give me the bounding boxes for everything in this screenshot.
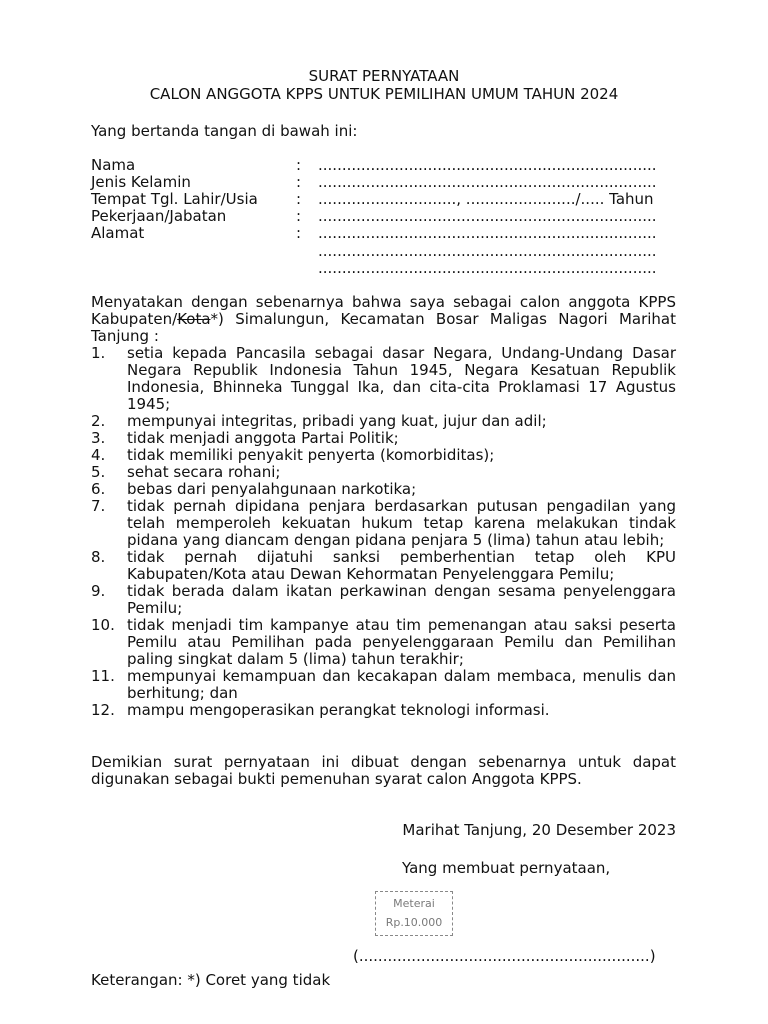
field-label: Jenis Kelamin xyxy=(91,173,191,191)
signature-line: (.............................................................) xyxy=(353,947,656,965)
field-colon: : xyxy=(296,207,302,225)
list-number: 11. xyxy=(91,667,115,685)
list-number: 5. xyxy=(91,463,106,481)
field-colon: : xyxy=(296,156,302,174)
closing-paragraph: Demikian surat pernyataan ini dibuat dengan sebenarnya untuk dapat digunakan sebagai bukti pemenuhan syarat calon Anggota KPPS. xyxy=(91,753,676,788)
list-text: mempunyai kemampuan dan kecakapan dalam membaca, menulis dan berhitung; dan xyxy=(127,667,676,702)
list-text: tidak memiliki penyakit penyerta (komorbiditas); xyxy=(127,446,495,464)
field-colon: : xyxy=(296,173,302,191)
place-date: Marihat Tanjung, 20 Desember 2023 xyxy=(402,821,676,839)
list-text: tidak menjadi anggota Partai Politik; xyxy=(127,429,399,447)
address-line: ....................................................................... xyxy=(318,259,657,277)
list-text: tidak menjadi tim kampanye atau tim pemenangan atau saksi peserta Pemilu atau Pemilihan pada penyelenggaraan Pemilu dan Pemilihan paling singkat dalam 5 (lima) tahun terakhir; xyxy=(127,616,676,668)
field-label: Pekerjaan/Jabatan xyxy=(91,207,227,225)
list-number: 7. xyxy=(91,497,106,515)
field-colon: : xyxy=(296,224,302,242)
list-item xyxy=(91,345,676,413)
field-value: ....................................................................... xyxy=(318,156,657,174)
field-colon: : xyxy=(296,190,302,208)
list-number: 9. xyxy=(91,582,106,600)
field-value: ............................., ......................./..... Tahun xyxy=(318,190,654,208)
list-item xyxy=(91,430,676,447)
list-item xyxy=(91,549,676,583)
list-item xyxy=(91,481,676,498)
intro-text: Yang bertanda tangan di bawah ini: xyxy=(91,122,358,140)
list-text: tidak pernah dijatuhi sanksi pemberhentian tetap oleh KPU Kabupaten/Kota atau Dewan Kehormatan Penyelenggara Pemilu; xyxy=(127,548,676,583)
field-value: ....................................................................... xyxy=(318,207,657,225)
field-value: ....................................................................... xyxy=(318,173,657,191)
field-value: ....................................................................... xyxy=(318,224,657,242)
list-number: 2. xyxy=(91,412,106,430)
list-item xyxy=(91,464,676,481)
list-item xyxy=(91,583,676,617)
list-number: 10. xyxy=(91,616,115,634)
field-label: Alamat xyxy=(91,224,145,242)
footnote: Keterangan: *) Coret yang tidak xyxy=(91,971,331,989)
document-subtitle: CALON ANGGOTA KPPS UNTUK PEMILIHAN UMUM TAHUN 2024 xyxy=(149,85,619,103)
list-item xyxy=(91,447,676,464)
statement-text: Menyatakan dengan sebenarnya bahwa saya sebagai calon anggota KPPS Kabupaten/ xyxy=(91,293,676,328)
field-label: Tempat Tgl. Lahir/Usia xyxy=(91,190,258,208)
list-number: 12. xyxy=(91,701,115,719)
field-label: Nama xyxy=(91,156,136,174)
list-text: mempunyai integritas, pribadi yang kuat, jujur dan adil; xyxy=(127,412,547,430)
list-number: 3. xyxy=(91,429,106,447)
requirements-list xyxy=(91,345,676,719)
list-number: 6. xyxy=(91,480,106,498)
signer-label: Yang membuat pernyataan, xyxy=(402,859,611,877)
list-item xyxy=(91,498,676,549)
list-number: 1. xyxy=(91,344,106,362)
meterai-stamp-box xyxy=(375,891,453,936)
meterai-amount: Rp.10.000 xyxy=(385,916,443,929)
list-text: sehat secara rohani; xyxy=(127,463,281,481)
list-number: 8. xyxy=(91,548,106,566)
list-item xyxy=(91,702,676,719)
struck-word: Kota xyxy=(177,310,211,328)
statement-paragraph xyxy=(91,294,676,345)
address-line: ....................................................................... xyxy=(318,242,657,260)
list-text: mampu mengoperasikan perangkat teknologi informasi. xyxy=(127,701,550,719)
list-number: 4. xyxy=(91,446,106,464)
list-text: setia kepada Pancasila sebagai dasar Negara, Undang-Undang Dasar Negara Republik Indonesia Tahun 1945, Negara Kesatuan Republik Indonesia, Bhinneka Tunggal Ika, dan cita-cita Proklamasi 17 Agustus 1945; xyxy=(127,344,676,413)
document-title: SURAT PERNYATAAN xyxy=(308,67,460,85)
list-item xyxy=(91,617,676,668)
list-item xyxy=(91,668,676,702)
list-text: bebas dari penyalahgunaan narkotika; xyxy=(127,480,417,498)
meterai-label: Meterai xyxy=(393,897,435,910)
statement-text-continued: *) Simalungun, Kecamatan Bosar Maligas Nagori Marihat Tanjung : xyxy=(91,310,676,345)
list-item xyxy=(91,413,676,430)
list-text: tidak berada dalam ikatan perkawinan dengan sesama penyelenggara Pemilu; xyxy=(127,582,676,617)
list-text: tidak pernah dipidana penjara berdasarkan putusan pengadilan yang telah memperoleh kekuatan hukum tetap karena melakukan tindak pidana yang diancam dengan pidana penjara 5 (lima) tahun atau lebih; xyxy=(127,497,676,549)
